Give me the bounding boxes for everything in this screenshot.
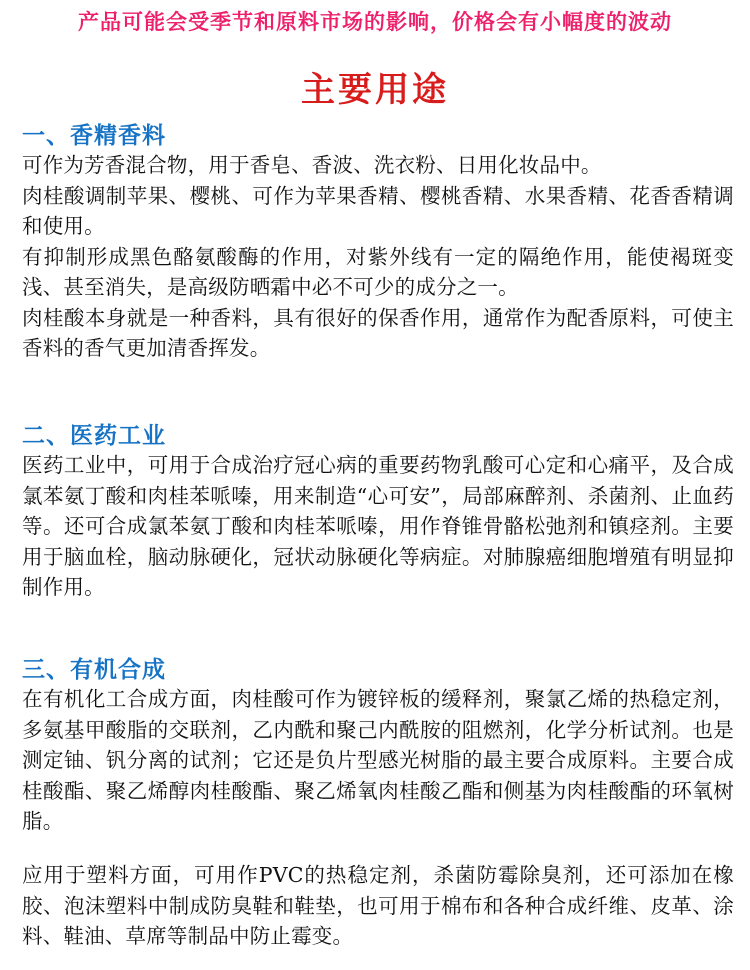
paragraph: 医药工业中，可用于合成治疗冠心病的重要药物乳酸可心定和心痛平，及合成氯苯氨丁酸和肉桂苯哌嗪，用来制造“心可安”，局部麻醉剂、杀菌剂、止血药等。还可合成氯苯氨丁酸和肉桂苯哌嗪，用作脊锥骨骼松弛剂和镇痉剂。主要用于脑血栓，脑动脉硬化，冠状动脉硬化等病症。对肺腺癌细胞增殖有明显抑制作用。 (22, 453, 734, 599)
section-fragrance (22, 122, 734, 364)
section-organic-synthesis (22, 656, 734, 837)
section-heading: 三、有机合成 (22, 657, 166, 683)
paragraph: 肉桂酸调制苹果、樱桃、可作为苹果香精、樱桃香精、水果香精、花香香精调和使用。 (22, 183, 734, 238)
section-plastics (22, 860, 734, 952)
paragraph: 应用于塑料方面，可用作PVC的热稳定剂，杀菌防霉除臭剂，还可添加在橡胶、泡沫塑料中制成防臭鞋和鞋垫，也可用于棉布和各种合成纤维、皮革、涂料、鞋油、草席等制品中防止霉变。 (22, 863, 734, 948)
price-notice: 产品可能会受季节和原料市场的影响，价格会有小幅度的波动 (78, 10, 672, 34)
paragraph: 肉桂酸本身就是一种香料，具有很好的保香作用，通常作为配香原料，可使主香料的香气更加清香挥发。 (22, 305, 734, 360)
page-title: 主要用途 (301, 70, 449, 110)
paragraph: 可作为芳香混合物，用于香皂、香波、洗衣粉、日用化妆品中。 (22, 153, 602, 177)
section-heading: 二、医药工业 (22, 423, 166, 449)
section-heading: 一、香精香料 (22, 123, 166, 149)
paragraph: 在有机化工合成方面，肉桂酸可作为镀锌板的缓释剂，聚氯乙烯的热稳定剂，多氨基甲酸脂的交联剂，乙内酰和聚己内酰胺的阻燃剂，化学分析试剂。也是测定铀、钒分离的试剂；它还是负片型感光树脂的最主要合成原料。主要合成桂酸酯、聚乙烯醇肉桂酸酯、聚乙烯氧肉桂酸乙酯和侧基为肉桂酸酯的环氧树脂。 (22, 687, 734, 833)
paragraph: 有抑制形成黑色酪氨酸酶的作用，对紫外线有一定的隔绝作用，能使褐斑变浅、甚至消失，是高级防晒霜中必不可少的成分之一。 (22, 244, 734, 299)
section-pharmaceutical (22, 422, 734, 603)
